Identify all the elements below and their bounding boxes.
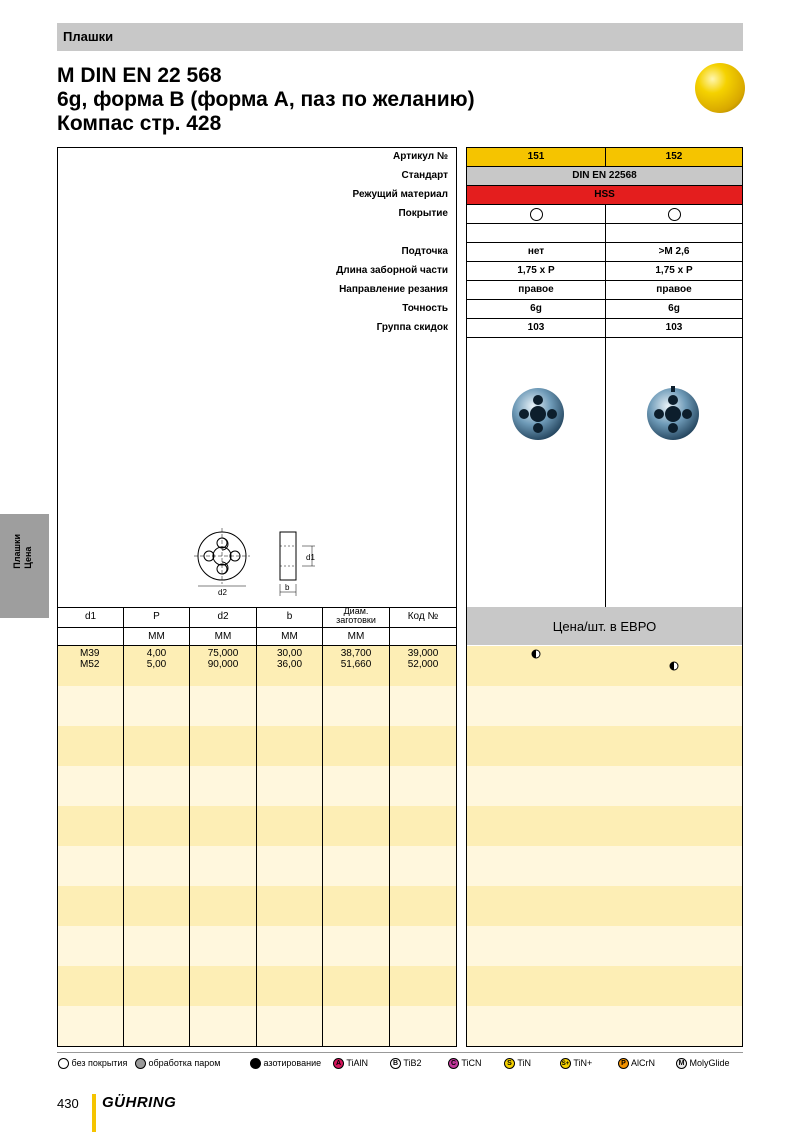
uncoated-icon <box>530 208 543 221</box>
round-die-151-image <box>508 386 568 442</box>
tolerance-151-cell: 6g <box>467 300 605 319</box>
prop-label-material: Режущий материал <box>352 189 448 200</box>
col-header-b: b <box>286 611 293 622</box>
table-top-line <box>58 607 456 608</box>
legend-ticn: C TiCN <box>448 1058 482 1069</box>
drawing-label-b: b <box>285 583 290 592</box>
direction-151-cell: правое <box>467 281 605 300</box>
drawing-label-d1: d1 <box>306 553 315 562</box>
tib2-legend-icon: B <box>390 1058 401 1069</box>
guehring-logo: GÜHRING <box>102 1094 177 1111</box>
table-units-line <box>58 645 456 646</box>
section-title: Плашки <box>63 29 114 44</box>
table-col-divider <box>322 607 323 1046</box>
molyglide-legend-icon: M <box>676 1058 687 1069</box>
discount-151-cell: 103 <box>467 319 605 338</box>
tialn-legend-icon: A <box>333 1058 344 1069</box>
drawing-label-d2: d2 <box>218 588 227 597</box>
row2-pitch: 5,00 <box>146 659 167 670</box>
legend-uncoated: без покрытия <box>58 1058 127 1069</box>
col-header-code: Код № <box>407 611 439 622</box>
col-header-d1: d1 <box>84 611 97 622</box>
die-technical-drawing <box>190 526 330 600</box>
unit-b: MM <box>281 631 298 642</box>
prop-label-coating: Покрытие <box>398 208 448 219</box>
side-tab-price: Цена <box>23 546 33 569</box>
legend-steam: обработка паром <box>135 1058 221 1069</box>
grind-152-cell: >M 2,6 <box>605 243 742 262</box>
direction-152-cell: правое <box>605 281 742 300</box>
price-table-background <box>467 646 742 1046</box>
ticn-legend-icon: C <box>448 1058 459 1069</box>
half-circle-icon <box>531 649 541 659</box>
row1-code: 39,000 <box>407 648 439 659</box>
row2-code: 52,000 <box>407 659 439 670</box>
legend-tin: S TiN <box>504 1058 531 1069</box>
table-col-divider <box>189 607 190 1046</box>
yellow-ball-icon <box>695 63 745 113</box>
standard-cell: DIN EN 22568 <box>467 167 742 186</box>
unit-d2: MM <box>214 631 232 642</box>
chamfer-151-cell: 1,75 x P <box>467 262 605 281</box>
steam-legend-icon <box>135 1058 146 1069</box>
empty-152-cell <box>605 224 742 243</box>
prop-label-discount: Группа скидок <box>376 322 448 333</box>
half-circle-icon <box>669 661 679 671</box>
article-151-cell: 151 <box>467 148 605 167</box>
tin-legend-icon: S <box>504 1058 515 1069</box>
legend-divider <box>57 1052 743 1053</box>
unit-blank-dia: MM <box>347 631 365 642</box>
tolerance-152-cell: 6g <box>605 300 742 319</box>
empty-151-cell <box>467 224 605 243</box>
coating-152-cell <box>605 205 742 224</box>
legend-tin-plus: S+ TiN+ <box>561 1058 593 1068</box>
legend-molyglide: M MolyGlide <box>676 1058 730 1069</box>
price-header: Цена/шт. в ЕВРО <box>467 607 742 645</box>
row1-blank-dia: 38,700 <box>340 648 372 659</box>
row2-d2: 90,000 <box>207 659 239 670</box>
prop-label-direction: Направление резания <box>339 284 448 295</box>
prop-label-chamfer: Длина заборной части <box>336 265 448 276</box>
compass-reference: Компас стр. 428 <box>57 112 222 135</box>
table-header-line <box>58 627 456 628</box>
legend-tib2: B TiB2 <box>390 1058 422 1069</box>
row1-d2: 75,000 <box>207 648 239 659</box>
row2-d1: M52 <box>80 659 100 670</box>
prop-label-tolerance: Точность <box>402 303 448 314</box>
page-number: 430 <box>57 1096 79 1111</box>
table-col-divider <box>389 607 390 1046</box>
alcrn-legend-icon: P <box>618 1058 629 1069</box>
side-tab-section: Плашки <box>12 534 22 569</box>
unit-pitch: MM <box>148 631 165 642</box>
prop-label-grind: Подточка <box>401 246 448 257</box>
prop-label-standard: Стандарт <box>401 170 448 181</box>
uncoated-legend-icon <box>58 1058 69 1069</box>
table-col-divider <box>256 607 257 1046</box>
footer-accent-bar <box>92 1094 96 1132</box>
col-header-pitch: P <box>153 611 160 622</box>
side-tab[interactable] <box>0 514 49 618</box>
row1-b: 30,00 <box>276 648 303 659</box>
legend-tialn: A TiAlN <box>333 1058 368 1069</box>
product-subtitle: 6g, форма В (форма А, паз по желанию) <box>57 88 475 111</box>
prop-label-article: Артикул № <box>393 151 448 162</box>
row1-d1: M39 <box>80 648 100 659</box>
legend-nitrided: азотирование <box>250 1058 321 1069</box>
round-die-152-image <box>643 386 703 442</box>
coating-151-cell <box>467 205 605 224</box>
tin-plus-legend-icon: S+ <box>560 1058 571 1069</box>
row2-b: 36,00 <box>276 659 303 670</box>
grind-151-cell: нет <box>467 243 605 262</box>
data-table-background <box>58 646 456 1046</box>
row2-blank-dia: 51,660 <box>340 659 372 670</box>
legend-alcrn: P AlCrN <box>618 1058 655 1069</box>
section-header <box>57 23 743 51</box>
product-title: M DIN EN 22 568 <box>57 64 222 87</box>
chamfer-152-cell: 1,75 x P <box>605 262 742 281</box>
row1-pitch: 4,00 <box>146 648 167 659</box>
column-divider <box>605 338 606 607</box>
uncoated-icon <box>668 208 681 221</box>
article-152-cell: 152 <box>605 148 742 167</box>
col-header-blank-dia: Диам. заготовки <box>336 606 376 625</box>
material-cell: HSS <box>467 186 742 205</box>
nitrided-legend-icon <box>250 1058 261 1069</box>
col-header-d2: d2 <box>217 611 229 622</box>
discount-152-cell: 103 <box>605 319 742 338</box>
table-col-divider <box>123 607 124 1046</box>
